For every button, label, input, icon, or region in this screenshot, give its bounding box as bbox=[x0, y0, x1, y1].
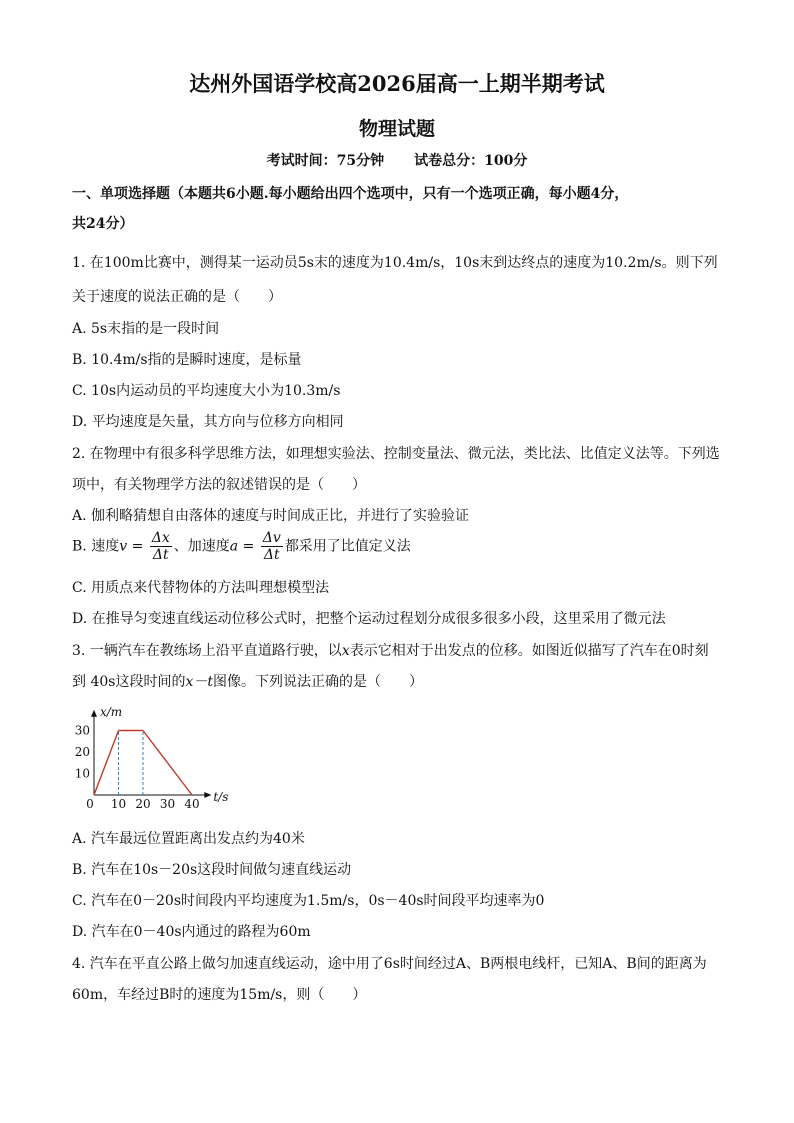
x-tick-label: 0 bbox=[86, 797, 94, 811]
q1-value-102: 10.2m/s bbox=[605, 255, 662, 271]
q2-option-a: A. 伽利略猜想自由落体的速度与时间成正比，并进行了实验验证 bbox=[72, 508, 470, 524]
q3-option-c: C. 汽车在0－20s时间段内平均速度为1.5m/s，0s－40s时间段平均速率为0 bbox=[72, 893, 545, 909]
q2-option-b bbox=[72, 530, 411, 563]
fraction-numerator: Δv bbox=[262, 530, 281, 546]
q4-stem-line1: 4. 汽车在平直公路上做匀加速直线运动，途中用了6s时间经过A、B两根电线杆，已知A、B间的距离为 bbox=[72, 956, 707, 972]
q2-b-fraction-acceleration bbox=[261, 530, 283, 563]
q1-stem-line2: 关于速度的说法正确的是（ ） bbox=[72, 289, 282, 305]
q3-option-d: D. 汽车在0－40s内通过的路程为60m bbox=[72, 924, 311, 940]
q1-option-c: C. 10s内运动员的平均速度大小为10.3m/s bbox=[72, 383, 341, 399]
fraction-numerator: Δx bbox=[151, 530, 170, 546]
q3-symbol-x: x bbox=[341, 643, 350, 659]
q1-option-b: B. 10.4m/s指的是瞬时速度，是标量 bbox=[72, 352, 302, 368]
q3-stem-line2 bbox=[72, 671, 423, 691]
q1-value-5s: 5s bbox=[297, 255, 314, 271]
q1-option-a: A. 5s末指的是一段时间 bbox=[72, 321, 220, 337]
q3-text: 表示它相对于出发点的位移。如图近似描写了汽车在0时刻 bbox=[349, 643, 709, 659]
x-tick-label: 30 bbox=[159, 797, 176, 811]
q2-b-text: 都采用了比值定义法 bbox=[284, 538, 411, 555]
fraction-denominator: Δt bbox=[152, 547, 169, 563]
y-axis-arrow bbox=[91, 710, 97, 717]
y-tick-label: 30 bbox=[74, 723, 90, 738]
q4-stem-line2: 60m，车经过B时的速度为15m/s，则（ ） bbox=[72, 987, 367, 1003]
q1-text: 1. 在 bbox=[72, 255, 104, 271]
section-heading-line1: 一、单项选择题（本题共6小题.每小题给出四个选项中，只有一个选项正确，每小题4分， bbox=[72, 186, 629, 202]
q3-stem-line1 bbox=[72, 640, 709, 660]
q2-option-d: D. 在推导匀变速直线运动位移公式时，把整个运动过程划分成很多很多小段，这里采用了微元法 bbox=[72, 611, 666, 627]
q2-b-equals: = bbox=[127, 538, 148, 555]
y-tick-label: 10 bbox=[74, 766, 90, 781]
x-tick-label: 20 bbox=[135, 797, 151, 811]
y-tick-label: 20 bbox=[74, 745, 90, 759]
section-heading-line2: 共24分） bbox=[72, 216, 134, 232]
q2-option-c: C. 用质点来代替物体的方法叫理想模型法 bbox=[72, 580, 330, 596]
xt-graph bbox=[72, 700, 292, 812]
q1-value-104: 10.4m/s bbox=[383, 255, 441, 271]
q1-value-100m: 100m bbox=[103, 255, 144, 271]
q2-b-fraction-velocity bbox=[150, 530, 172, 563]
q3-text: 3. 一辆汽车在教练场上沿平直道路行驶，以 bbox=[72, 643, 342, 659]
exam-subtitle: 物理试题 bbox=[358, 118, 435, 140]
q3-symbol-xt: x－t bbox=[185, 674, 213, 690]
q1-text: 。则下列 bbox=[661, 255, 718, 271]
q3-option-a: A. 汽车最远位置距离出发点约为40米 bbox=[72, 831, 305, 847]
q3-text: 图像。下列说法正确的是（ ） bbox=[212, 674, 423, 690]
q3-option-b: B. 汽车在10s－20s这段时间做匀速直线运动 bbox=[72, 862, 352, 878]
q2-b-text: B. 速度 bbox=[72, 538, 120, 555]
q3-text: 到 40s这段时间的 bbox=[72, 674, 186, 690]
q1-text: ， bbox=[440, 255, 455, 271]
q1-text: 末的速度为 bbox=[313, 255, 384, 271]
exam-score: 试卷总分：100分 bbox=[414, 153, 528, 169]
q2-b-equals: = bbox=[238, 538, 259, 555]
x-axis-label: t/s bbox=[213, 790, 229, 804]
exam-meta bbox=[0, 150, 794, 170]
q2-stem-line1: 2. 在物理中有很多科学思维方法，如理想实验法、控制变量法、微元法，类比法、比值定义法等。下列选 bbox=[72, 446, 720, 462]
y-axis-label: x/m bbox=[100, 704, 123, 719]
xt-line-segment bbox=[94, 731, 119, 796]
q1-option-d: D. 平均速度是矢量，其方向与位移方向相同 bbox=[72, 414, 344, 430]
xt-line-segment bbox=[143, 731, 192, 796]
x-tick-label: 40 bbox=[184, 797, 200, 811]
x-axis-arrow bbox=[204, 792, 211, 798]
q1-text: 比赛中，测得某一运动员 bbox=[143, 255, 298, 271]
q2-b-symbol-v: v bbox=[119, 538, 128, 555]
q1-stem-line1 bbox=[72, 252, 718, 272]
exam-title: 达州外国语学校高2026届高一上期半期考试 bbox=[189, 71, 605, 96]
q2-b-symbol-a: a bbox=[229, 538, 239, 555]
q2-stem-line2: 项中，有关物理学方法的叙述错误的是（ ） bbox=[72, 477, 366, 493]
q1-value-10s: 10s bbox=[454, 255, 480, 271]
exam-time: 考试时间：75分钟 bbox=[266, 153, 385, 169]
fraction-denominator: Δt bbox=[263, 547, 280, 563]
x-tick-label: 10 bbox=[110, 797, 127, 811]
q1-text: 末到达终点的速度为 bbox=[479, 255, 606, 271]
q2-b-text: 、加速度 bbox=[173, 538, 230, 555]
